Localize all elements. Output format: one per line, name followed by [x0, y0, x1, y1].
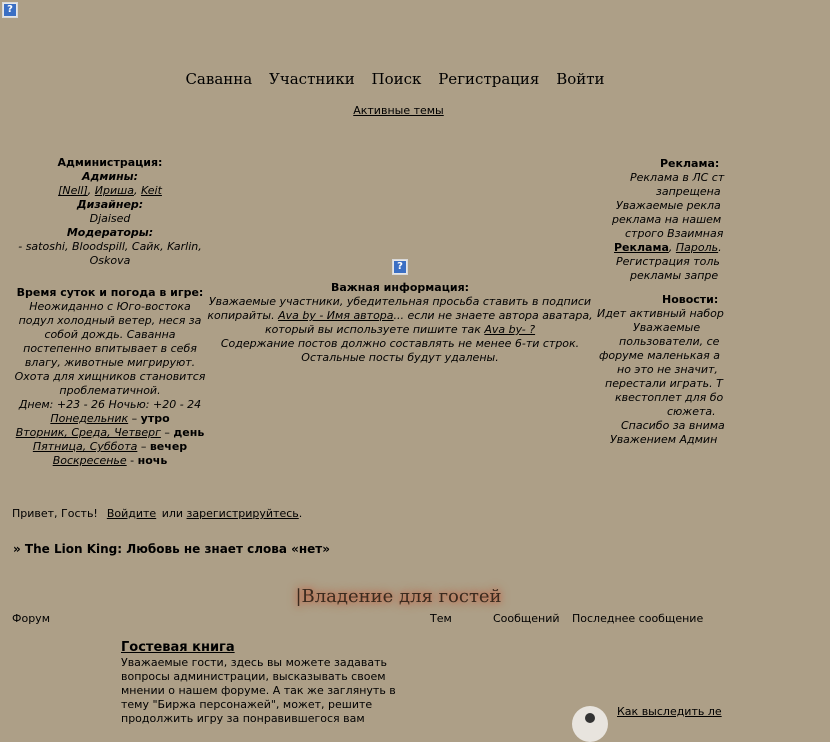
designer-label: Дизайнер: [76, 198, 144, 211]
ava-by-unknown-link[interactable]: Ava by- ? [484, 323, 536, 336]
news-line: но это не значит, [617, 363, 718, 376]
password-link[interactable]: Пароль [675, 241, 719, 254]
nav-register[interactable]: Регистрация [438, 70, 540, 88]
col-header-last-post: Последнее сообщение [572, 612, 704, 625]
ads-text: Уважаемые рекла [616, 199, 721, 212]
nav-login[interactable]: Войти [556, 70, 605, 88]
admin-link-keit[interactable]: Keit [140, 184, 162, 197]
forum-title-guestbook[interactable]: Гостевая книга [121, 640, 235, 655]
ads-text: Реклама в ЛС ст [630, 171, 725, 184]
day-link-midweek[interactable]: Вторник, Среда, Четверг [15, 426, 161, 439]
day-sep: - [126, 454, 138, 467]
ads-text: Регистрация толь [616, 255, 720, 268]
day-link-friday[interactable]: Пятница, Суббота [32, 440, 138, 453]
login-link[interactable]: Войдите [106, 507, 157, 520]
weather-temps: Днем: +23 - 26 Ночью: +20 - 24 [18, 398, 202, 411]
right-info-column: Реклама: Реклама в ЛС ст запрещена Уважаемые рекла реклама на нашем строго Взаимная Реклама, Пароль. Регистрация толь рекламы запре Новости: Идет активный набор Уважаемые пользователи, се форуме маленькая а но это не значит, перестали играть. Т квестоплет для бо сюжета. Спасибо за внима Уважением Админ [590, 157, 830, 447]
admins-label: Админы: [81, 170, 139, 183]
day-link-sunday[interactable]: Воскресенье [52, 454, 127, 467]
news-line: сюжета. [667, 405, 716, 418]
day-part-morning: утро [140, 412, 170, 425]
weather-heading: Время суток и погода в игре: [16, 286, 204, 299]
weather-text: Неожиданно с Юго-востока подул холодный ветер, неся за собой дождь. Саванна постепенно впитывает в себя влагу, животные мигрируют. Охота для хищников становится проблематичной. [14, 300, 206, 397]
designer-name: Djaised [89, 212, 131, 225]
left-info-column: Администрация: Админы: [Nell], Ириша, Keit Дизайнер: Djaised Модераторы: - satoshi, Bloodspill, Сайк, Karlin, Oskova Время суток и погода в игре: Неожиданно с Юго-востока подул холодный ветер, неся за собой дождь. Саванна постепенно впитывает в себя влагу, животные мигрируют. Охота для хищников становится проблематичной. Днем: +23 - 26 Ночью: +20 - 24 Понедельник – утро Вторник, Среда, Четверг – день Пятница, Суббота – вечер Воскресенье - ночь [10, 156, 210, 468]
col-header-forum: Форум [12, 612, 50, 625]
day-part-evening: вечер [149, 440, 188, 453]
col-header-topics: Тем [430, 612, 452, 625]
ads-heading: Реклама: [660, 157, 720, 170]
guest-greeting [12, 507, 302, 520]
important-info [205, 281, 595, 365]
greeting-end: . [298, 507, 303, 520]
news-line: форуме маленькая а [599, 349, 720, 362]
ads-text: рекламы запре [630, 269, 719, 282]
ads-text: запрещена [656, 185, 721, 198]
col-header-posts: Сообщений [493, 612, 560, 625]
main-nav [0, 70, 790, 88]
nav-search[interactable]: Поиск [371, 70, 422, 88]
news-line: Идет активный набор [597, 307, 724, 320]
nav-members[interactable]: Участники [268, 70, 355, 88]
forum-description: Уважаемые гости, здесь вы можете задавать вопросы администрации, высказывать своем мнении о нашем форуме. А так же заглянуть в тему "Биржа персонажей", может, решите продолжить игру за понравившегося вам [121, 656, 396, 725]
admin-link-irisha[interactable]: Ириша [94, 184, 134, 197]
last-post-link[interactable]: Как выследить ле [617, 705, 722, 718]
ads-text: строго Взаимная [625, 227, 724, 240]
day-sep: – [137, 440, 150, 453]
news-line: перестали играть. Т [605, 377, 723, 390]
news-line: Спасибо за внима [621, 419, 725, 432]
day-part-night: ночь [137, 454, 168, 467]
register-link[interactable]: зарегистрируйтесь [186, 507, 299, 520]
broken-banner-image-icon: ? [392, 259, 408, 275]
nav-savanna[interactable]: Саванна [185, 70, 253, 88]
mods-label: Модераторы: [66, 226, 154, 239]
day-sep: – [128, 412, 141, 425]
news-line: пользователи, се [619, 335, 720, 348]
ads-link[interactable]: Реклама [614, 241, 669, 254]
greeting-or: или [161, 507, 184, 520]
admin-heading: Администрация: [57, 156, 163, 169]
avatar [572, 706, 608, 742]
news-line: квестоплет для бо [615, 391, 724, 404]
greeting-text: Привет, Гость! [12, 507, 98, 520]
active-topics-link[interactable]: Активные темы [353, 104, 444, 117]
breadcrumb[interactable]: » The Lion King: Любовь не знает слова «нет» [13, 542, 330, 556]
mods-list: - satoshi, Bloodspill, Сайк, Karlin, Oskova [18, 240, 202, 267]
day-link-monday[interactable]: Понедельник [50, 412, 129, 425]
category-title: |Владение для гостей [295, 586, 502, 607]
important-heading: Важная информация: [330, 281, 470, 294]
news-heading: Новости: [662, 293, 719, 306]
news-line: Уважаемые [633, 321, 701, 334]
admin-link-nell[interactable]: [Nell] [58, 184, 88, 197]
broken-logo-image-icon: ? [2, 2, 18, 18]
important-text: ... если не знаете автора аватара, который вы используете пишите так [264, 309, 593, 336]
important-text: Уважаемые участники, убедительная просьба ставить в подписи копирайты. [207, 295, 592, 322]
ads-text: реклама на нашем [612, 213, 722, 226]
day-sep: – [160, 426, 174, 439]
news-line: Уважением Админ [610, 433, 718, 446]
post-length-rule: Содержание постов должно составлять не менее 6-ти строк. Остальные посты будут удалены. [220, 337, 580, 364]
ava-by-link[interactable]: Ava by - Имя автора [278, 309, 394, 322]
day-part-day: день [173, 426, 205, 439]
